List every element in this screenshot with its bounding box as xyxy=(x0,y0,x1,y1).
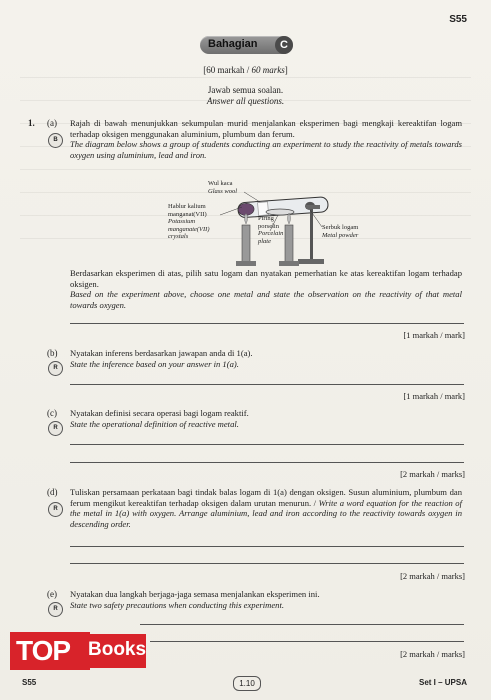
question-1b-text: Nyatakan inferens berdasarkan jawapan anda di 1(a). State the inference based on your answer in 1(a). xyxy=(70,348,253,369)
logo-text-books: Books xyxy=(88,639,147,660)
question-1a-task-en: Based on the experiment above, choose one metal and state the observation on the reactivity of that metal towards oxygen. xyxy=(70,289,462,310)
marks-1e: [2 markah / marks] xyxy=(400,649,465,659)
section-label: Bahagian xyxy=(208,38,258,50)
question-1a-ms: Rajah di bawah menunjukkan sekumpulan murid menjalankan eksperimen bagi mengkaji kereaktifan logam terhadap oksigen menggunakan aluminium, plumbum dan ferum. xyxy=(70,118,462,139)
level-badge-d: R xyxy=(48,502,63,517)
marks-1b: [1 markah / mark] xyxy=(403,391,465,401)
part-c-label: (c) xyxy=(47,408,57,418)
answer-line-1a[interactable] xyxy=(70,323,464,324)
level-badge-a: B xyxy=(48,133,63,148)
answer-line-1e-1[interactable] xyxy=(140,624,464,625)
answer-line-1d-2[interactable] xyxy=(70,563,464,564)
part-d-label: (d) xyxy=(47,487,58,497)
level-badge-b: R xyxy=(48,361,63,376)
part-a-label: (a) xyxy=(47,118,57,128)
question-1a-text xyxy=(70,118,462,160)
label-porcelain-plate: Piring porselin Porcelain plate xyxy=(258,215,284,245)
level-badge-c: R xyxy=(48,421,63,436)
part-b-label: (b) xyxy=(47,348,58,358)
marks-1c: [2 markah / marks] xyxy=(400,469,465,479)
logo-text-top: TOP xyxy=(16,635,71,666)
section-letter-badge: C xyxy=(275,36,293,54)
answer-line-1c-2[interactable] xyxy=(70,462,464,463)
page-code-top: S55 xyxy=(449,14,467,25)
marks-1d: [2 markah / marks] xyxy=(400,571,465,581)
part-e-label: (e) xyxy=(47,589,57,599)
set-label: Set I – UPSA xyxy=(418,678,467,687)
answer-line-1d-1[interactable] xyxy=(70,546,464,547)
level-badge-e: R xyxy=(48,602,63,617)
label-glass-wool: Wul kaca Glass wool xyxy=(208,180,238,195)
label-metal-powder: Serbuk logam Metal powder xyxy=(322,224,359,239)
instruction-en: Answer all questions. xyxy=(206,96,285,106)
instruction-ms: Jawab semua soalan. xyxy=(207,85,284,95)
question-1a-en: The diagram below shows a group of students conducting an experiment to study the reactivity of metals towards oxygen using aluminium, lead and iron. xyxy=(70,139,462,160)
topbooks-logo xyxy=(10,628,150,676)
question-1d-text: Tuliskan persamaan perkataan bagi tindak balas logam di 1(a) dengan oksigen. Susun aluminium, plumbum dan ferum mengikut kereaktifan terhadap oksigen dalam urutan menurun. / Write a word equation for the reaction of the metal in 1(a) with oxygen. Arrange aluminium, lead and iron according to the reactivity towards oxygen in descending order. xyxy=(70,487,462,529)
marks-1a: [1 markah / mark] xyxy=(403,330,465,340)
answer-line-1e-2[interactable] xyxy=(150,641,464,642)
question-number: 1. xyxy=(28,118,35,128)
total-marks: [60 markah / 60 marks] xyxy=(203,65,288,75)
question-1c-text: Nyatakan definisi secara operasi bagi logam reaktif. State the operational definition of reactive metal. xyxy=(70,408,249,429)
page-code-bottom: S55 xyxy=(22,678,37,687)
question-1e-text: Nyatakan dua langkah berjaga-jaga semasa menjalankan eksperimen ini. State two safety precautions when conducting this experiment. xyxy=(70,589,320,610)
question-1a-task xyxy=(70,268,462,310)
label-kmno4: Hablur kalium manganat(VII) Potassium manganate(VII) crystals xyxy=(168,203,210,240)
answer-line-1c-1[interactable] xyxy=(70,444,464,445)
question-1a-task-ms: Berdasarkan eksperimen di atas, pilih satu logam dan nyatakan pemerhatian ke atas kereaktifan logam terhadap oksigen. xyxy=(70,268,462,289)
page-number: 1.10 xyxy=(233,676,261,691)
answer-line-1b[interactable] xyxy=(70,384,464,385)
